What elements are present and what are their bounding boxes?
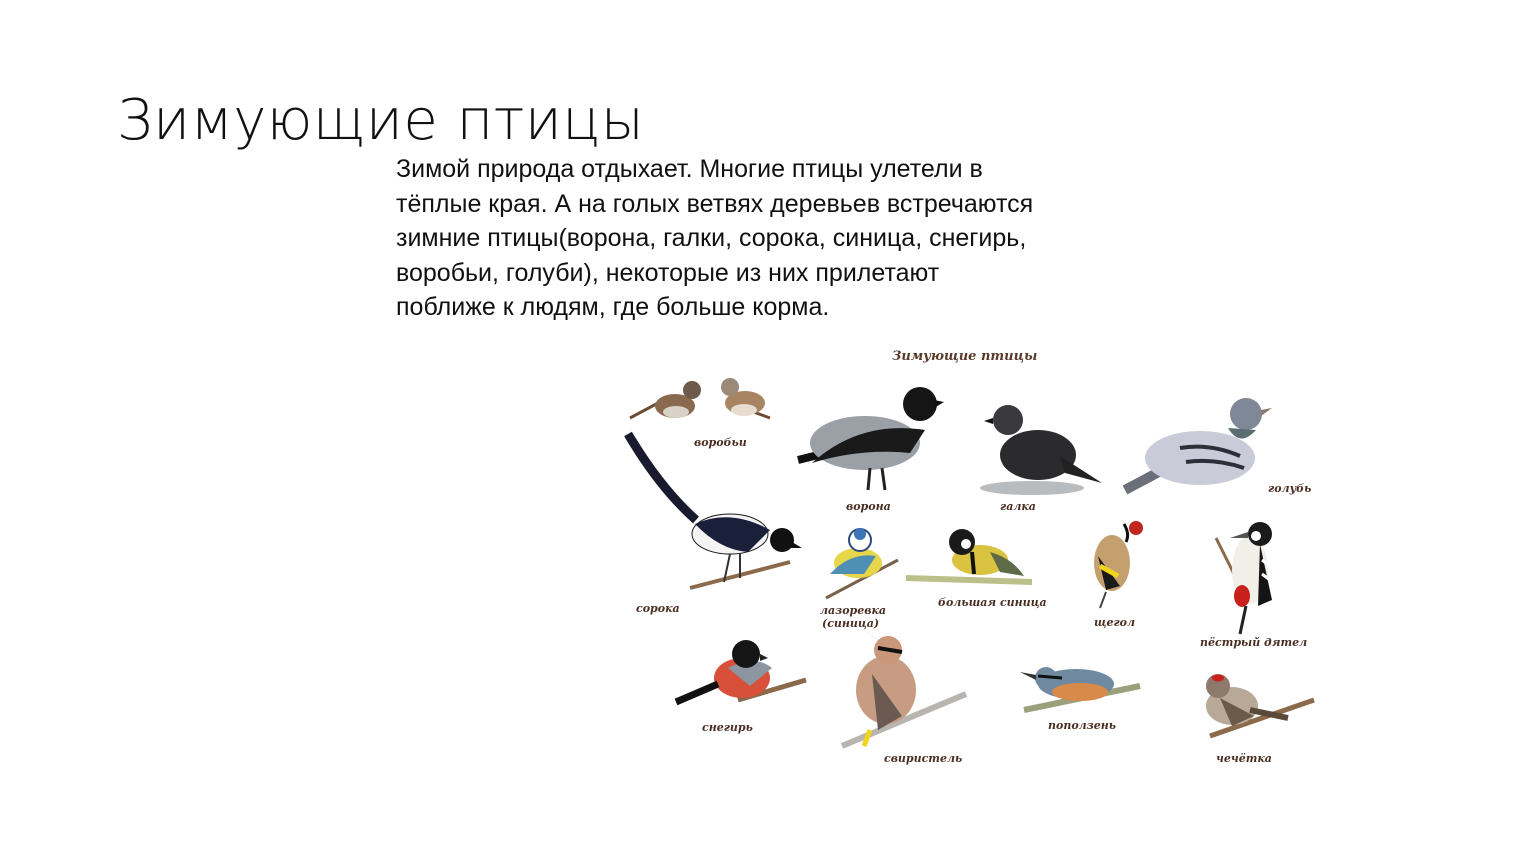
nuthatch-illustration [1020,667,1140,710]
pigeon-illustration [1125,398,1272,490]
sparrow-illustration [630,378,770,418]
label-woodpecker: пёстрый дятел [1200,636,1308,649]
label-pigeon: голубь [1268,482,1312,495]
label-goldfinch: щегол [1094,616,1136,629]
body-line: поближе к людям, где больше корма. [396,293,830,321]
slide-title: Зимующие птицы [117,88,645,153]
woodpecker-illustration [1216,522,1272,634]
body-line: воробьи, голуби), некоторые из них прилетают [396,258,940,287]
magpie-illustration [628,434,802,588]
waxwing-illustration [842,628,966,746]
label-magpie: сорока [636,602,680,615]
label-jackdaw: галка [1000,500,1036,513]
poster-title: Зимующие птицы [892,349,1038,364]
bullfinch-illustration [676,640,806,702]
label-blue-tit-sub: (синица) [822,617,880,630]
label-blue-tit: лазоревка [820,604,887,617]
winter-birds-poster [620,338,1320,774]
blue-tit-illustration [826,528,898,598]
crow-illustration [798,387,944,490]
redpoll-illustration [1206,674,1314,736]
body-line: Зимой природа отдыхает. Многие птицы улетели в [396,155,983,183]
great-tit-illustration [906,529,1032,582]
body-line: зимние птицы(ворона, галки, сорока, синица, снегирь, [396,224,1027,252]
label-crow: ворона [846,500,891,513]
goldfinch-illustration [1094,517,1145,608]
label-nuthatch: поползень [1048,719,1117,732]
label-great-tit: большая синица [938,596,1047,609]
label-waxwing: свиристель [884,752,963,765]
label-bullfinch: снегирь [702,721,753,734]
body-line: тёплые края. А на голых ветвях деревьев встречаются [396,189,1034,218]
slide-body-text [396,152,1156,325]
label-redpoll: чечётка [1216,752,1272,765]
label-sparrows: воробьи [694,436,747,449]
jackdaw-illustration [980,405,1102,495]
